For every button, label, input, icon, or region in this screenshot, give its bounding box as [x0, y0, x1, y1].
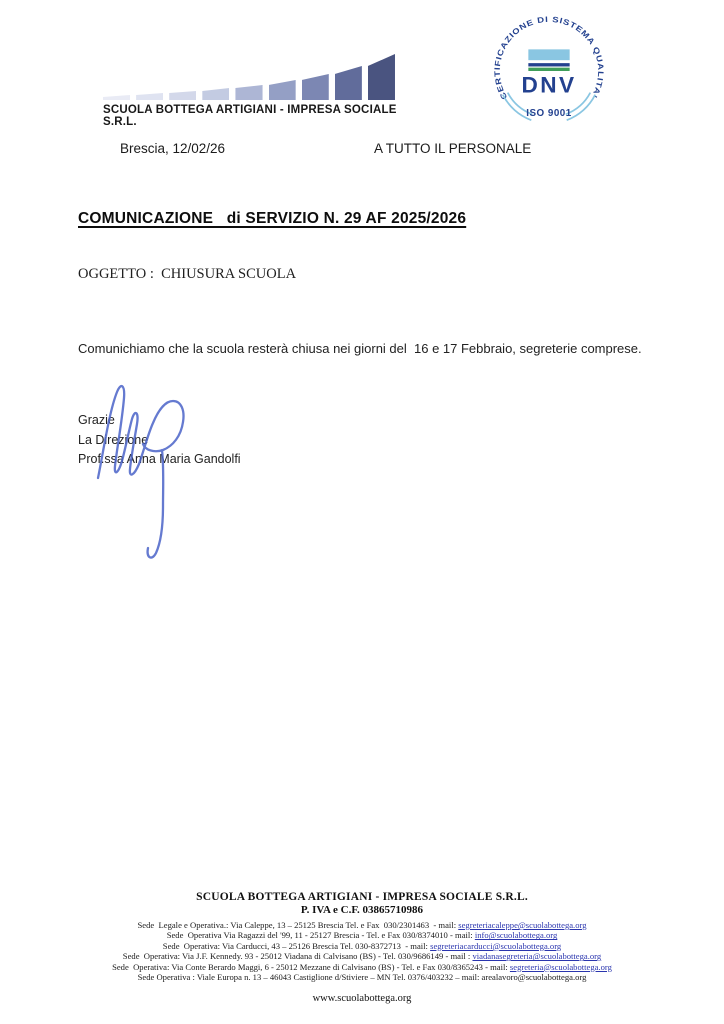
- footer-email-link[interactable]: segreteria@scuolabottega.org: [509, 961, 612, 972]
- footer-location-text: Sede Operativa: Via Conte Berardo Maggi, 6 - 25012 Mezzane di Calvisano (BS) - Tel. e Fax 030/8365243 - mail:: [112, 961, 510, 972]
- footer-locations: [0, 920, 724, 982]
- dnv-ring-text-holder: CERTIFICAZIONE DI SISTEMA QUALITA': [492, 14, 606, 102]
- dnv-iso-text: ISO 9001: [526, 108, 572, 120]
- footer-email-link[interactable]: segreteriacarducci@scuolabottega.org: [430, 940, 562, 951]
- footer-block: [0, 891, 724, 1004]
- footer-email-link[interactable]: info@scuolabottega.org: [474, 930, 558, 941]
- company-name-header: SCUOLA BOTTEGA ARTIGIANI - IMPRESA SOCIALE S.R.L.: [103, 104, 397, 128]
- footer-location-text: Sede Operativa: Via J.F. Kennedy. 93 - 25012 Viadana di Calvisano (BS) - Tel. 030/9686149 - mail :: [122, 951, 473, 962]
- subject-line: OGGETTO : CHIUSURA SCUOLA: [78, 266, 297, 282]
- logo-bar: [368, 54, 395, 100]
- footer-location-text: Sede Operativa : Viale Europa n. 13 – 46043 Castiglione d/Stiviere – MN Tel. 0376/403232 – mail:: [137, 972, 482, 983]
- footer-location-line: [0, 962, 724, 972]
- dnv-flag-stripes: [528, 49, 569, 71]
- dnv-certification-badge: [490, 12, 608, 130]
- footer-vat-line: P. IVA e C.F. 03865710986: [300, 904, 424, 916]
- footer-email-link[interactable]: segreteriacaleppe@scuolabottega.org: [458, 920, 587, 930]
- closing-signer-name: Prof.ssa Anna Maria Gandolfi: [78, 452, 241, 466]
- closing-direction: La Direzione: [78, 432, 149, 447]
- communication-title: COMUNICAZIONE di SERVIZIO N. 29 AF 2025/2026: [78, 210, 467, 227]
- website-text: www.scuolabottega.org: [312, 993, 412, 1005]
- place-date: Brescia, 12/02/26: [120, 141, 226, 156]
- logo-bar: [335, 66, 362, 100]
- logo-bar: [202, 88, 229, 100]
- footer-location-line: [0, 972, 724, 982]
- dnv-name-text: DNV: [521, 72, 577, 98]
- logo-bar: [169, 91, 196, 100]
- footer-location-text: Sede Operativa: Via Carducci, 43 – 25126 Brescia Tel. 030-8372713 - mail:: [162, 940, 431, 951]
- logo-bar: [235, 85, 262, 100]
- footer-location-line: [0, 920, 724, 930]
- footer-email-text: arealavoro@scuolabottega.org: [481, 972, 587, 983]
- logo-bar: [302, 74, 329, 100]
- logo-bar: [103, 95, 130, 100]
- logo-bar: [136, 93, 163, 100]
- footer-location-line: [0, 930, 724, 940]
- recipient-line: A TUTTO IL PERSONALE: [374, 141, 532, 156]
- footer-location-line: [0, 951, 724, 961]
- closing-thanks: Grazie: [78, 413, 115, 427]
- handwritten-signature: [90, 376, 202, 566]
- footer-email-link[interactable]: viadanasegreteria@scuolabottega.org: [472, 951, 602, 962]
- footer-company-name: SCUOLA BOTTEGA ARTIGIANI - IMPRESA SOCIALE S.R.L.: [196, 891, 528, 903]
- footer-location-line: [0, 941, 724, 951]
- company-logo-bars: [103, 54, 395, 100]
- body-text: Comunichiamo che la scuola resterà chiusa nei giorni del 16 e 17 Febbraio, segreterie comprese.: [78, 341, 642, 356]
- footer-location-text: Sede Legale e Operativa.: Via Caleppe, 13 – 25125 Brescia Tel. e Fax 030/2301463 - mail:: [137, 920, 459, 930]
- logo-bar: [269, 80, 296, 100]
- footer-location-text: Sede Operativa Via Ragazzi del '99, 11 - 25127 Brescia - Tel. e Fax 030/8374010 - mail:: [166, 930, 475, 941]
